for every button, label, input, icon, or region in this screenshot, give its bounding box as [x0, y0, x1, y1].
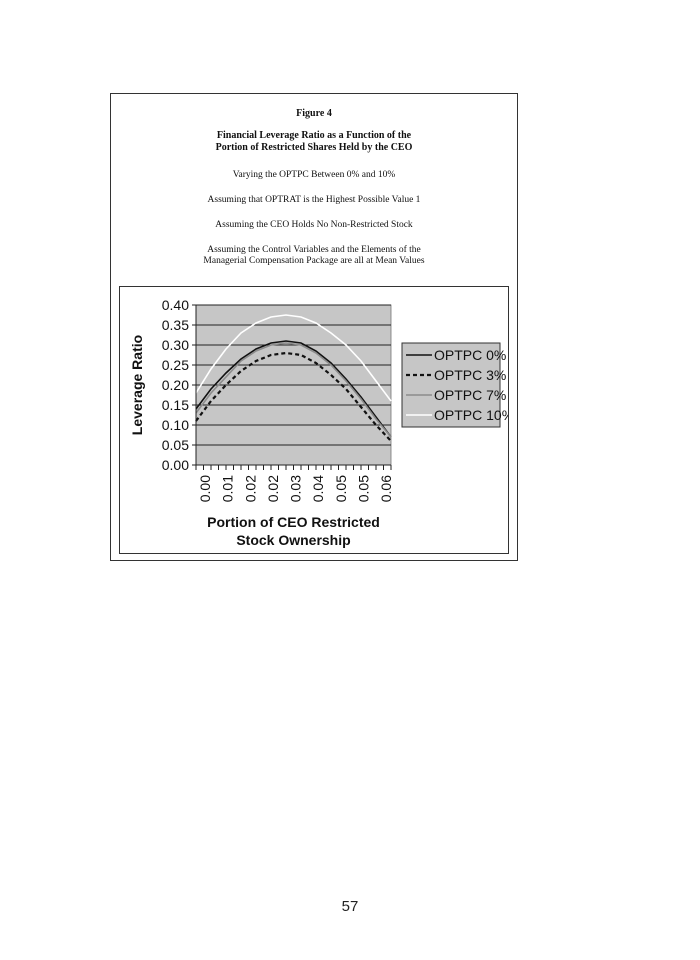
x-tick-label: 0.05 [332, 475, 349, 503]
chart-frame [119, 286, 509, 554]
figure-note-3: Assuming the CEO Holds No Non-Restricted Stock [215, 220, 413, 230]
legend-label: OPTPC 3% [434, 367, 507, 383]
y-tick-label: 0.25 [161, 357, 189, 373]
x-tick-label: 0.03 [287, 475, 304, 503]
figure-title-line-1: Financial Leverage Ratio as a Function of the [216, 130, 412, 141]
x-tick-label: 0.06 [378, 475, 394, 503]
x-axis-label-line-1: Portion of CEO Restricted [207, 514, 380, 530]
y-axis-label: Leverage Ratio [129, 334, 145, 436]
x-tick-label: 0.00 [197, 475, 213, 503]
x-tick-label: 0.01 [219, 475, 236, 503]
x-tick-label: 0.02 [242, 475, 259, 503]
y-tick-label: 0.05 [161, 437, 189, 453]
figure-title-line-2: Portion of Restricted Shares Held by the CEO [215, 142, 413, 153]
figure-note-1: Varying the OPTPC Between 0% and 10% [232, 170, 396, 180]
leverage-chart [120, 287, 508, 553]
x-tick-label: 0.04 [310, 475, 327, 503]
y-tick-label: 0.00 [161, 457, 189, 473]
legend [402, 343, 508, 427]
x-tick-label: 0.05 [355, 475, 372, 503]
x-tick-labels [197, 475, 394, 502]
legend-label: OPTPC 7% [434, 387, 507, 403]
y-tick-label: 0.40 [161, 297, 189, 313]
figure-frame [110, 93, 518, 561]
figure-title [111, 130, 517, 154]
figure-note-4: Assuming the Control Variables and the Elements of the [207, 245, 421, 255]
y-tick-label: 0.20 [161, 377, 189, 393]
y-tick-label: 0.35 [161, 317, 189, 333]
legend-label: OPTPC 0% [434, 347, 507, 363]
figure-label: Figure 4 [296, 108, 332, 119]
legend-label: OPTPC 10% [434, 407, 508, 423]
page-number: 57 [341, 898, 359, 915]
y-tick-label: 0.10 [161, 417, 189, 433]
figure-note-2: Assuming that OPTRAT is the Highest Possible Value 1 [207, 195, 421, 205]
y-tick-label: 0.15 [161, 397, 189, 413]
x-tick-label: 0.02 [264, 475, 281, 503]
y-tick-labels [162, 297, 189, 473]
y-tick-label: 0.30 [161, 337, 189, 353]
figure-note-5: Managerial Compensation Package are all at Mean Values [203, 256, 425, 266]
x-axis-label-line-2: Stock Ownership [236, 532, 351, 548]
